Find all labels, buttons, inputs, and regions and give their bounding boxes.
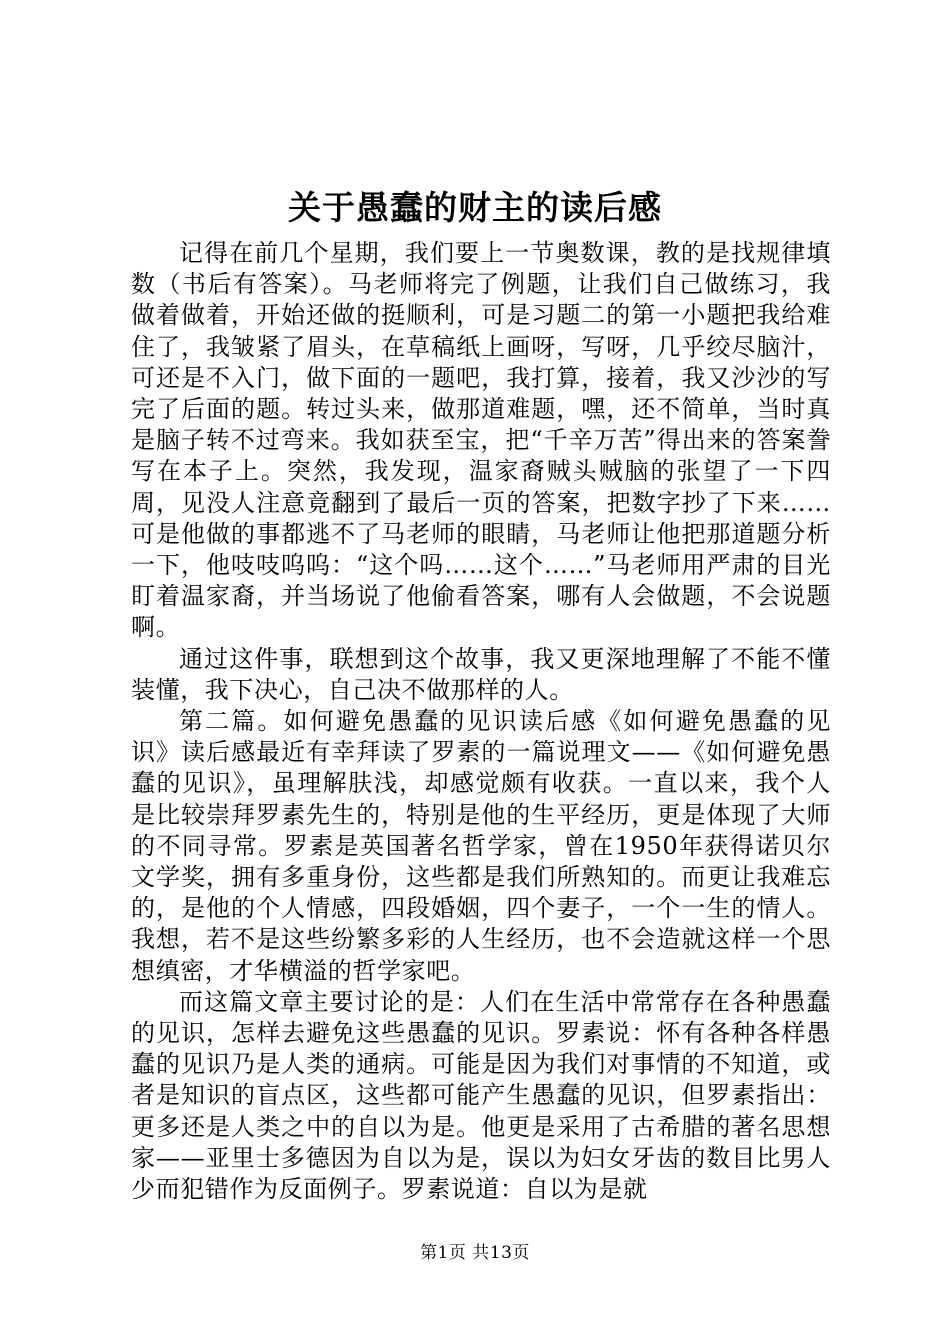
document-body <box>131 238 831 1205</box>
paragraph: 记得在前几个星期，我们要上一节奥数课，教的是找规律填数（书后有答案）。马老师将完了例题，让我们自己做练习，我做着做着，开始还做的挺顺利，可是习题二的第一小题把我给难住了，我皱紧了眉头，在草稿纸上画呀，写呀，几乎绞尽脑汁，可还是不入门，做下面的一题吧，我打算，接着，我又沙沙的写完了后面的题。转过头来，做那道难题，嘿，还不简单，当时真是脑子转不过弯来。我如获至宝，把“千辛万苦”得出来的答案誊写在本子上。突然，我发现，温家裔贼头贼脑的张望了一下四周，见没人注意竟翻到了最后一页的答案，把数字抄了下来……可是他做的事都逃不了马老师的眼睛，马老师让他把那道题分析一下，他吱吱呜呜：“这个吗……这个……”马老师用严肃的目光盯着温家裔，并当场说了他偷看答案，哪有人会做题，不会说题啊。 <box>131 239 831 642</box>
paragraph: 通过这件事，联想到这个故事，我又更深地理解了不能不懂装懂，我下决心，自己决不做那样的人。 <box>131 644 831 704</box>
paragraph: 第二篇。如何避免愚蠢的见识读后感《如何避免愚蠢的见识》读后感最近有幸拜读了罗素的一篇说理文——《如何避免愚蠢的见识》，虽理解肤浅，却感觉颇有收获。一直以来，我个人是比较崇拜罗素先生的，特别是他的生平经历，更是体现了大师的不同寻常。罗素是英国著名哲学家，曾在1950年获得诺贝尔文学奖，拥有多重身份，这些都是我们所熟知的。而更让我难忘的，是他的个人情感，四段婚姻，四个妻子，一个一生的情人。我想，若不是这些纷繁多彩的人生经历，也不会造就这样一个思想缜密，才华横溢的哲学家吧。 <box>131 707 831 985</box>
document-title: 关于愚蠢的财主的读后感 <box>288 188 662 227</box>
page-number-footer: 第1页 共13页 <box>420 1243 530 1263</box>
paragraph: 而这篇文章主要讨论的是：人们在生活中常常存在各种愚蠢的见识，怎样去避免这些愚蠢的见识。罗素说：怀有各种各样愚蠢的见识乃是人类的通病。可能是因为我们对事情的不知道，或者是知识的盲点区，这些都可能产生愚蠢的见识，但罗素指出：更多还是人类之中的自以为是。他更是采用了古希腊的著名思想家——亚里士多德因为自以为是，误以为妇女牙齿的数目比男人少而犯错作为反面例子。罗素说道：自以为是就 <box>131 987 831 1204</box>
